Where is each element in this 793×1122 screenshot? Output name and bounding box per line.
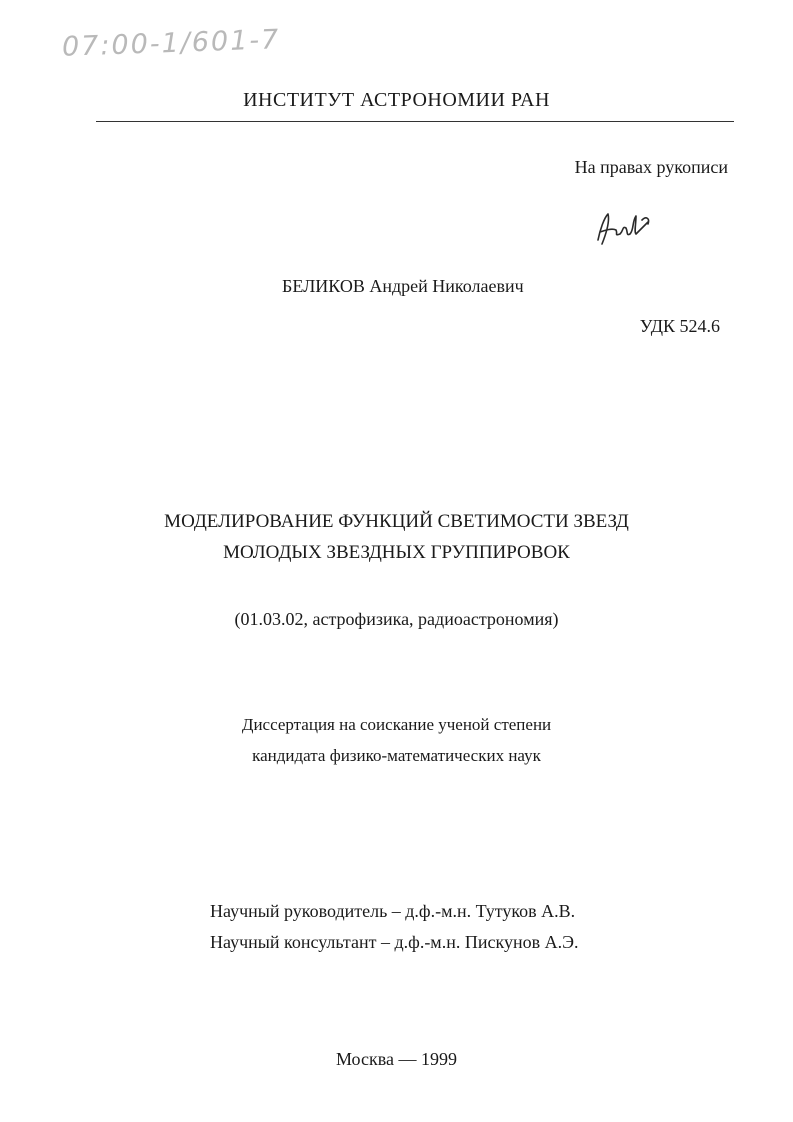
scientific-supervisor: Научный руководитель – д.ф.-м.н. Тутуков А.В. xyxy=(210,901,576,921)
header-divider xyxy=(96,121,734,122)
dissertation-title-line-1: МОДЕЛИРОВАНИЕ ФУНКЦИЙ СВЕТИМОСТИ ЗВЕЗД xyxy=(164,511,629,532)
author-name: БЕЛИКОВ Андрей Николаевич xyxy=(282,276,524,296)
dissertation-title-line-2: МОЛОДЫХ ЗВЕЗДНЫХ ГРУППИРОВОК xyxy=(223,542,570,563)
degree-line-2: кандидата физико-математических наук xyxy=(252,746,541,765)
degree-line-1: Диссертация на соискание ученой степени xyxy=(241,715,552,734)
scientific-consultant: Научный консультант – д.ф.-м.н. Пискунов А.Э. xyxy=(210,932,579,952)
signature-image xyxy=(590,200,660,250)
udk-code: УДК 524.6 xyxy=(639,316,720,336)
archive-stamp: 07:00-1/601-7 xyxy=(61,24,281,63)
institute-header: ИНСТИТУТ АСТРОНОМИИ РАН xyxy=(243,89,550,111)
specialty-code: (01.03.02, астрофизика, радиоастрономия) xyxy=(234,609,559,629)
city-year: Москва — 1999 xyxy=(336,1049,457,1069)
manuscript-rights-note: На правах рукописи xyxy=(574,157,728,177)
